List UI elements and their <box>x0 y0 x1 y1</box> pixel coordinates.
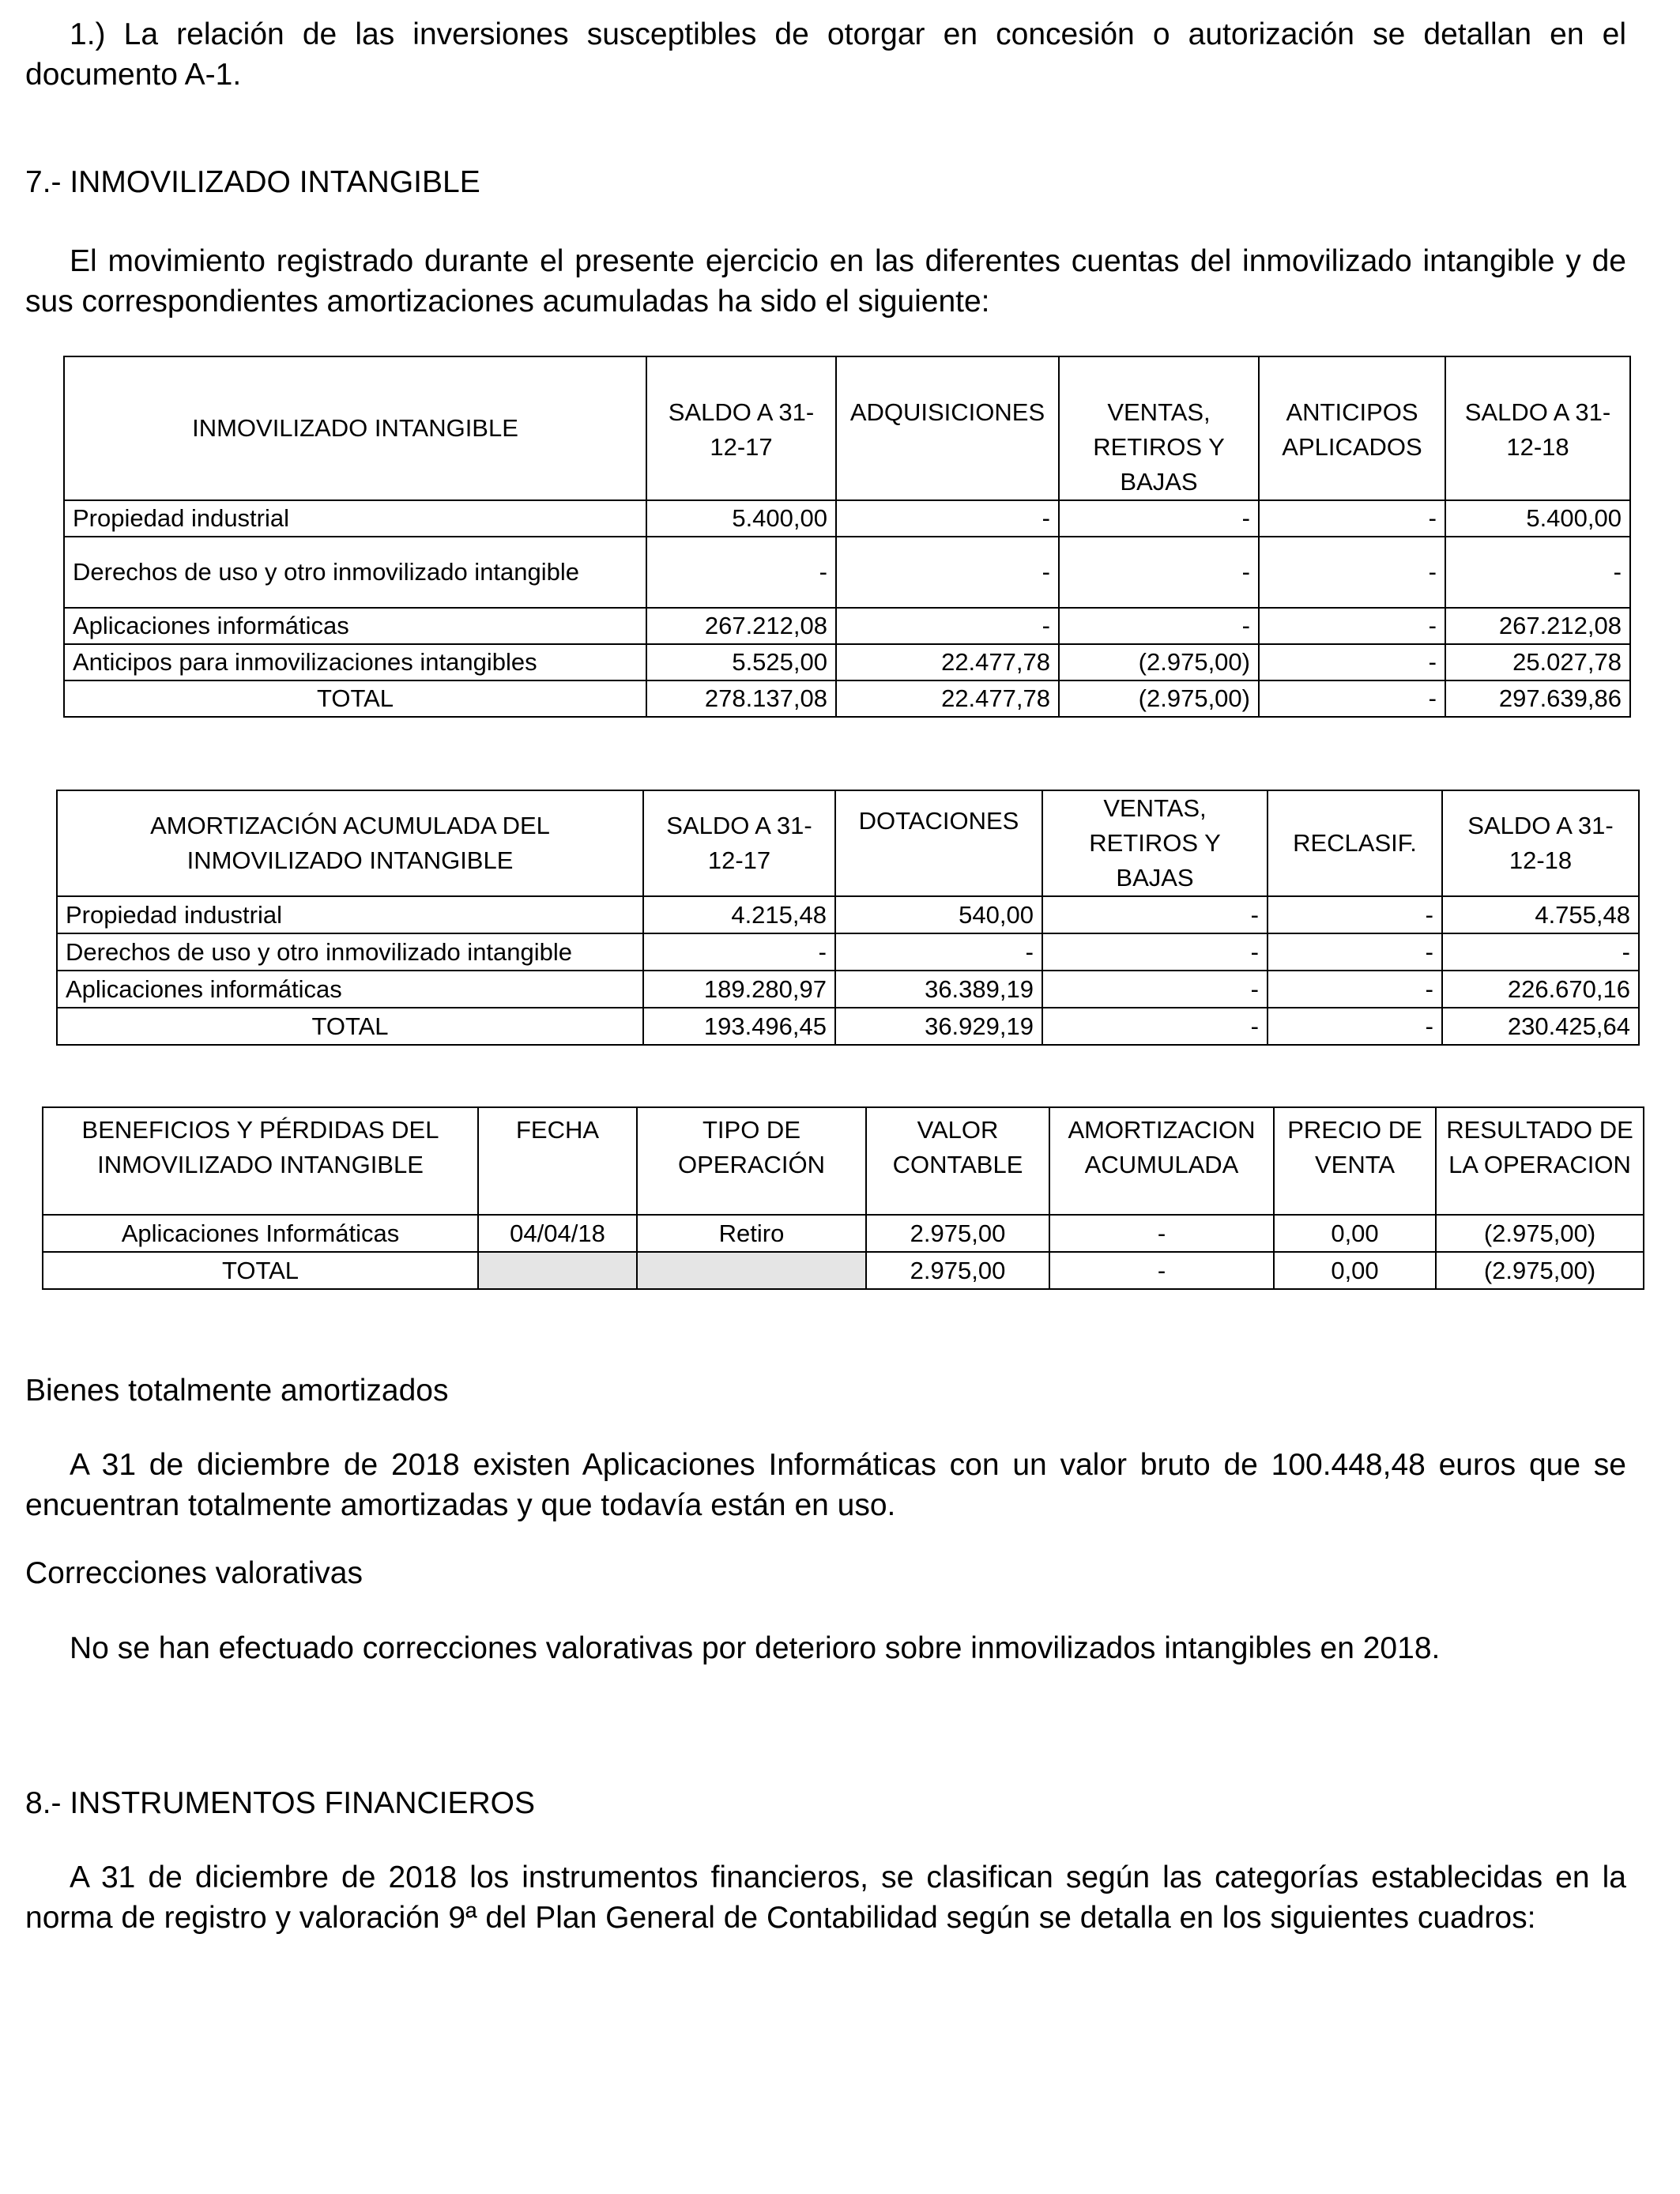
correcciones-title: Correcciones valorativas <box>25 1556 363 1590</box>
cell: - <box>1042 971 1268 1008</box>
cell: - <box>1259 500 1445 537</box>
row-label: Aplicaciones informáticas <box>64 608 646 644</box>
cell: 5.400,00 <box>1445 500 1630 537</box>
cell: 04/04/18 <box>478 1215 637 1252</box>
col-header-balance-2018: SALDO A 31-12-18 <box>1442 790 1639 896</box>
cell: 2.975,00 <box>866 1215 1049 1252</box>
cell: - <box>1259 680 1445 717</box>
cell: - <box>1042 933 1268 971</box>
cell: Retiro <box>637 1215 866 1252</box>
section-8-paragraph: A 31 de diciembre de 2018 los instrumentos financieros, se clasifican según las categorías establecidas en la norma de registro y valoración 9ª del Plan General de Contabilidad según se detalla en los siguientes cuadros: <box>25 1860 1626 1935</box>
table-row <box>64 608 1630 644</box>
col-header-book-value: VALOR CONTABLE <box>866 1107 1049 1215</box>
cell: 25.027,78 <box>1445 644 1630 680</box>
cell: - <box>646 537 836 608</box>
cell: 267.212,08 <box>646 608 836 644</box>
col-header-operation-type: TIPO DE OPERACIÓN <box>637 1107 866 1215</box>
row-label: Aplicaciones informáticas <box>57 971 643 1008</box>
cell: 4.215,48 <box>643 896 835 933</box>
table-row <box>64 500 1630 537</box>
cell: 5.400,00 <box>646 500 836 537</box>
col-header-operation-result: RESULTADO DE LA OPERACION <box>1436 1107 1644 1215</box>
cell: - <box>1059 500 1259 537</box>
cell: 278.137,08 <box>646 680 836 717</box>
total-label: TOTAL <box>57 1008 643 1045</box>
cell: - <box>1259 608 1445 644</box>
col-header-disposals: VENTAS, RETIROS Y BAJAS <box>1059 356 1259 500</box>
cell: 36.929,19 <box>835 1008 1042 1045</box>
cell: (2.975,00) <box>1059 680 1259 717</box>
cell: - <box>1059 537 1259 608</box>
section-7-title: 7.- INMOVILIZADO INTANGIBLE <box>25 165 480 199</box>
row-label: Propiedad industrial <box>64 500 646 537</box>
bienes-paragraph: A 31 de diciembre de 2018 existen Aplicaciones Informáticas con un valor bruto de 100.448,48 euros que se encuentran totalmente amortizadas y que todavía están en uso. <box>25 1448 1626 1522</box>
cell: - <box>1259 537 1445 608</box>
table-total-row <box>57 1008 1639 1045</box>
cell: 267.212,08 <box>1445 608 1630 644</box>
shaded-cell <box>637 1252 866 1289</box>
cell: (2.975,00) <box>1436 1215 1644 1252</box>
table-header-row <box>57 790 1639 896</box>
table-header-row <box>64 356 1630 500</box>
col-header-concept: AMORTIZACIÓN ACUMULADA DEL INMOVILIZADO INTANGIBLE <box>57 790 643 896</box>
cell: 4.755,48 <box>1442 896 1639 933</box>
cell: 230.425,64 <box>1442 1008 1639 1045</box>
section-8-title: 8.- INSTRUMENTOS FINANCIEROS <box>25 1786 536 1820</box>
table-total-row <box>64 680 1630 717</box>
col-header-additions: ADQUISICIONES <box>836 356 1059 500</box>
table-row <box>64 537 1630 608</box>
cell: - <box>1042 1008 1268 1045</box>
col-header-balance-2017: SALDO A 31-12-17 <box>646 356 836 500</box>
total-label: TOTAL <box>43 1252 478 1289</box>
bienes-title: Bienes totalmente amortizados <box>25 1374 449 1408</box>
table-header-row <box>43 1107 1644 1215</box>
cell: - <box>1442 933 1639 971</box>
col-header-concept: INMOVILIZADO INTANGIBLE <box>64 356 646 500</box>
cell: - <box>1268 933 1442 971</box>
col-header-date: FECHA <box>478 1107 637 1215</box>
cell: - <box>1445 537 1630 608</box>
cell: 540,00 <box>835 896 1042 933</box>
table-row <box>57 971 1639 1008</box>
col-header-disposals: VENTAS, RETIROS Y BAJAS <box>1042 790 1268 896</box>
row-label: Derechos de uso y otro inmovilizado intangible <box>64 537 646 608</box>
cell: - <box>1049 1252 1274 1289</box>
col-header-reclassification: RECLASIF. <box>1268 790 1442 896</box>
row-label: Derechos de uso y otro inmovilizado intangible <box>57 933 643 971</box>
row-label: Propiedad industrial <box>57 896 643 933</box>
cell: - <box>1049 1215 1274 1252</box>
cell: - <box>643 933 835 971</box>
cell: 193.496,45 <box>643 1008 835 1045</box>
row-label: Anticipos para inmovilizaciones intangibles <box>64 644 646 680</box>
cell: - <box>1268 1008 1442 1045</box>
cell: 0,00 <box>1274 1252 1436 1289</box>
cell: 22.477,78 <box>836 644 1059 680</box>
cell: 226.670,16 <box>1442 971 1639 1008</box>
cell: 5.525,00 <box>646 644 836 680</box>
cell: 36.389,19 <box>835 971 1042 1008</box>
cell: - <box>836 608 1059 644</box>
intro-paragraph: 1.) La relación de las inversiones susceptibles de otorgar en concesión o autorización se detallan en el documento A-1. <box>25 17 1626 92</box>
row-label: Aplicaciones Informáticas <box>43 1215 478 1252</box>
cell: 189.280,97 <box>643 971 835 1008</box>
intangible-assets-table <box>63 356 1631 718</box>
shaded-cell <box>478 1252 637 1289</box>
col-header-advances-applied: ANTICIPOS APLICADOS <box>1259 356 1445 500</box>
col-header-allocations: DOTACIONES <box>835 790 1042 896</box>
cell: 297.639,86 <box>1445 680 1630 717</box>
amortization-table <box>56 790 1640 1046</box>
col-header-accumulated-amortization: AMORTIZACION ACUMULADA <box>1049 1107 1274 1215</box>
table-row <box>64 644 1630 680</box>
cell: (2.975,00) <box>1436 1252 1644 1289</box>
col-header-balance-2017: SALDO A 31-12-17 <box>643 790 835 896</box>
table-row <box>43 1215 1644 1252</box>
table-row <box>57 896 1639 933</box>
section-7-paragraph: El movimiento registrado durante el presente ejercicio en las diferentes cuentas del inmovilizado intangible y de sus correspondientes amortizaciones acumuladas ha sido el siguiente: <box>25 244 1626 319</box>
cell: - <box>1059 608 1259 644</box>
cell: 2.975,00 <box>866 1252 1049 1289</box>
cell: - <box>1268 971 1442 1008</box>
col-header-balance-2018: SALDO A 31-12-18 <box>1445 356 1630 500</box>
table-row <box>57 933 1639 971</box>
table-total-row <box>43 1252 1644 1289</box>
cell: - <box>1268 896 1442 933</box>
cell: 22.477,78 <box>836 680 1059 717</box>
col-header-sale-price: PRECIO DE VENTA <box>1274 1107 1436 1215</box>
cell: - <box>1259 644 1445 680</box>
cell: - <box>1042 896 1268 933</box>
cell: (2.975,00) <box>1059 644 1259 680</box>
col-header-concept: BENEFICIOS Y PÉRDIDAS DEL INMOVILIZADO INTANGIBLE <box>43 1107 478 1215</box>
correcciones-paragraph: No se han efectuado correcciones valorativas por deterioro sobre inmovilizados intangibles en 2018. <box>70 1631 1441 1665</box>
cell: - <box>836 537 1059 608</box>
cell: - <box>836 500 1059 537</box>
cell: 0,00 <box>1274 1215 1436 1252</box>
cell: - <box>835 933 1042 971</box>
gains-losses-table <box>42 1106 1644 1290</box>
total-label: TOTAL <box>64 680 646 717</box>
